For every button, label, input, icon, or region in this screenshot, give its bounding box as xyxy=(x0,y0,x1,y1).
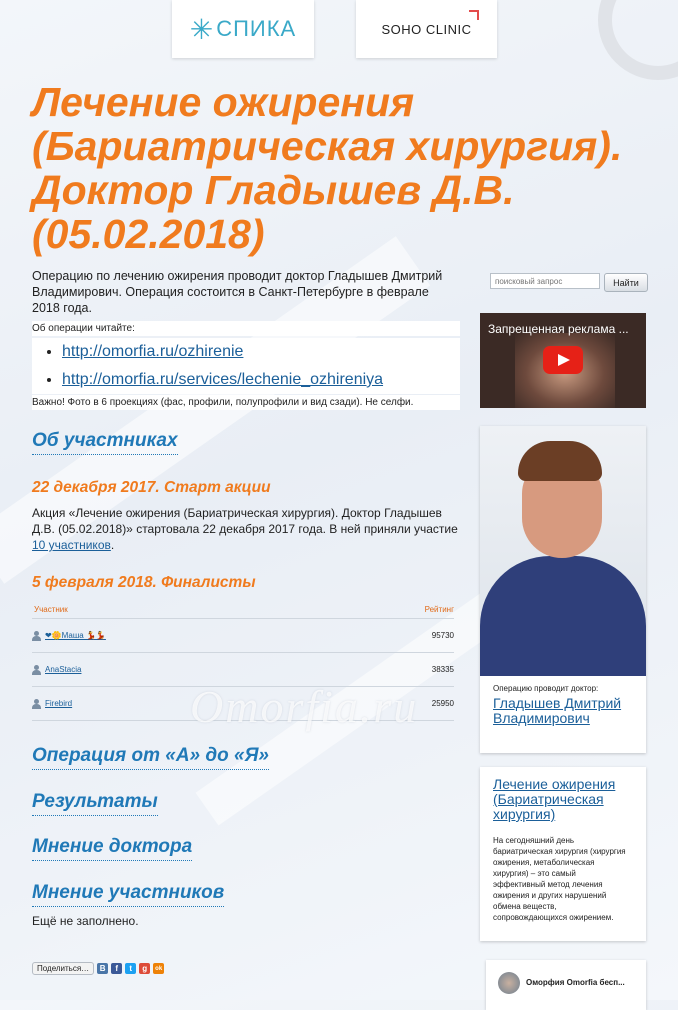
facebook-widget[interactable] xyxy=(486,960,646,1010)
search-input[interactable] xyxy=(490,273,600,289)
section-heading-operation[interactable]: Операция от «А» до «Я» xyxy=(32,745,269,770)
search-button[interactable]: Найти xyxy=(604,273,648,292)
link-ozhirenie[interactable]: http://omorfia.ru/ozhirenie xyxy=(62,343,244,360)
user-icon xyxy=(32,699,41,709)
rating-value: 38335 xyxy=(431,665,454,674)
table-row xyxy=(32,619,454,653)
user-icon xyxy=(32,631,41,641)
doctor-name-link[interactable]: Гладышев Дмитрий Владимирович xyxy=(493,695,622,726)
section-heading-results[interactable]: Результаты xyxy=(32,791,158,816)
avatar xyxy=(498,972,520,994)
page-title: Лечение ожирения (Бариатрическая хирургия). Доктор Гладышев Д.В. (05.02.2018) xyxy=(32,79,623,257)
watermark: Omorfia.ru xyxy=(190,681,419,732)
vk-share-icon[interactable]: В xyxy=(97,963,108,974)
spika-star-icon: ✳ xyxy=(189,13,215,45)
col-rating: Рейтинг xyxy=(424,604,454,614)
participants-link[interactable]: 10 участников xyxy=(32,538,111,552)
share-button[interactable]: Поделиться… xyxy=(32,962,94,975)
table-header xyxy=(32,600,454,619)
video-title[interactable]: Запрещенная реклама ... xyxy=(488,322,629,336)
user-icon xyxy=(32,665,41,675)
not-filled-note: Ещё не заполнено. xyxy=(32,914,139,928)
share-bar xyxy=(32,962,164,975)
decorative-circle xyxy=(598,0,678,80)
list-item xyxy=(62,366,460,394)
soho-logo-text: SOHO CLINIC xyxy=(381,21,472,37)
start-paragraph xyxy=(32,505,460,553)
link-lechenie[interactable]: http://omorfia.ru/services/lechenie_ozhireniya xyxy=(62,371,384,388)
doctor-card xyxy=(480,426,646,753)
finalists-heading: 5 февраля 2018. Финалисты xyxy=(32,574,256,591)
video-embed[interactable] xyxy=(480,313,646,408)
participant-link[interactable]: Firebird xyxy=(45,699,73,708)
section-heading-participants-opinion[interactable]: Мнение участников xyxy=(32,882,224,907)
start-heading: 22 декабря 2017. Старт акции xyxy=(32,479,271,496)
spika-logo[interactable] xyxy=(172,0,314,58)
participant-link[interactable]: ❤🌼Маша 💃💃 xyxy=(45,631,106,640)
spika-logo-text: СПИКА xyxy=(216,16,297,41)
lead-paragraph: Операцию по лечению ожирения проводит доктор Гладышев Дмитрий Владимирович. Операция состоится в Санкт-Петербурге в феврале 2018 года. xyxy=(32,269,443,315)
start-text: Акция «Лечение ожирения (Бариатрическая хирургия). Доктор Гладышев Д.В. (05.02.2018)» стартовала 22 декабря 2017 года. В ней приняли участие xyxy=(32,506,458,536)
facebook-page-name[interactable]: Оморфия Omorfia бесп... xyxy=(526,978,625,987)
col-participant: Участник xyxy=(34,604,68,614)
doctor-label: Операцию проводит доктор: xyxy=(493,684,599,693)
participants-heading[interactable]: Об участниках xyxy=(32,430,178,455)
links-list xyxy=(32,338,460,394)
info-title-link[interactable]: Лечение ожирения (Бариатрическая хирургия) xyxy=(493,776,616,822)
facebook-share-icon[interactable]: f xyxy=(111,963,122,974)
section-heading-doctor-opinion[interactable]: Мнение доктора xyxy=(32,836,192,861)
google-share-icon[interactable]: g xyxy=(139,963,150,974)
rating-value: 95730 xyxy=(431,631,454,640)
soho-clinic-logo[interactable] xyxy=(356,0,497,58)
odnoklassniki-share-icon[interactable]: ok xyxy=(153,963,164,974)
info-text: На сегодняшний день бариатрическая хирургия (хирургия ожирения, метаболическая хирургия) – это самый эффективный метод лечения ожирения и других нарушений обмена веществ, сопровождающихся ожирением. xyxy=(493,836,626,922)
soho-corner-icon xyxy=(469,10,479,20)
list-item xyxy=(62,338,460,366)
read-about-label: Об операции читайте: xyxy=(32,321,460,336)
play-icon[interactable] xyxy=(543,346,583,374)
rating-value: 25950 xyxy=(431,699,454,708)
participant-link[interactable]: AnaStacia xyxy=(45,665,82,674)
important-note: Важно! Фото в 6 проекциях (фас, профили, полупрофили и вид сзади). Не селфи. xyxy=(32,395,460,410)
start-text-end: . xyxy=(110,538,115,552)
doctor-photo[interactable] xyxy=(480,426,646,676)
info-card xyxy=(480,767,646,941)
twitter-share-icon[interactable]: t xyxy=(125,963,136,974)
